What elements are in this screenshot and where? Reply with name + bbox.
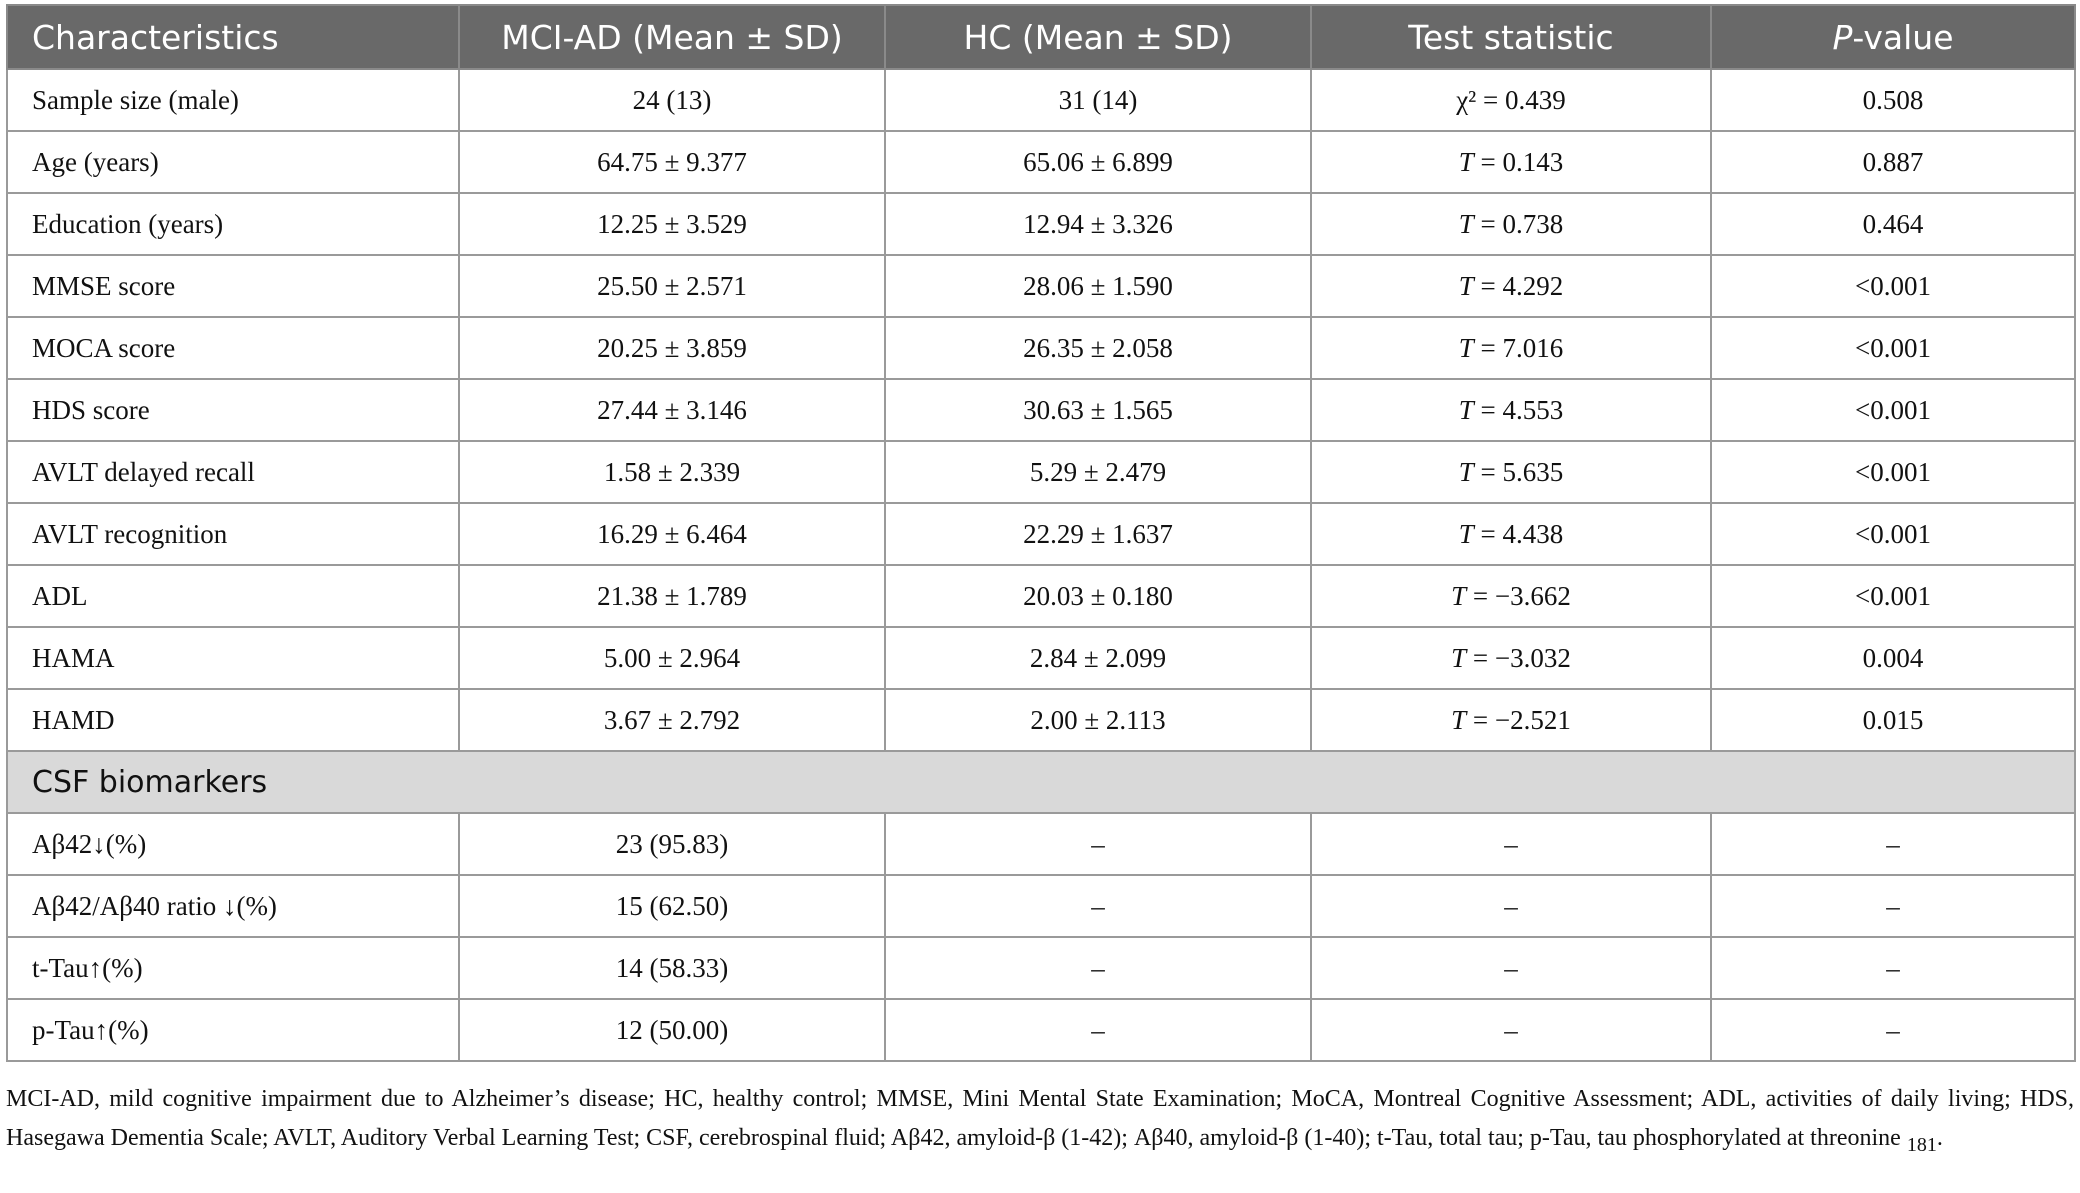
p-value: 0.004	[1711, 627, 2075, 689]
table-row	[7, 813, 2075, 875]
stat-value: = 5.635	[1473, 456, 1564, 487]
p-value: 0.887	[1711, 131, 2075, 193]
test-statistic	[1311, 255, 1711, 317]
stat-prefix: T	[1458, 270, 1474, 301]
hc-value: 30.63 ± 1.565	[885, 379, 1311, 441]
stat-prefix: T	[1451, 642, 1467, 673]
mciad-value: 23 (95.83)	[459, 813, 885, 875]
mciad-value: 12 (50.00)	[459, 999, 885, 1061]
test-statistic	[1311, 503, 1711, 565]
row-label: HAMA	[7, 627, 459, 689]
row-label: ADL	[7, 565, 459, 627]
footnote-text: MCI-AD, mild cognitive impairment due to Alzheimer’s disease; HC, healthy control; MMSE, Mini Mental State Examination; MoCA, Montreal Cognitive Assessment; ADL, activities of daily living; HDS, Hasegawa Dementia Scale; AVLT, Auditory Verbal Learning Test; CSF, cerebrospinal fluid; Aβ42, amyloid-β (1-42); Aβ40, amyloid-β (1-40); t-Tau, total tau; p-Tau, tau phosphorylated at threonine	[6, 1086, 2074, 1151]
p-value: <0.001	[1711, 503, 2075, 565]
mciad-value: 16.29 ± 6.464	[459, 503, 885, 565]
mciad-value: 14 (58.33)	[459, 937, 885, 999]
header-hc: HC (Mean ± SD)	[885, 5, 1311, 69]
header-characteristics: Characteristics	[7, 5, 459, 69]
table-row	[7, 131, 2075, 193]
hc-value: 2.84 ± 2.099	[885, 627, 1311, 689]
stat-value: = 0.439	[1483, 84, 1566, 115]
hc-value: –	[885, 999, 1311, 1061]
hc-value: 12.94 ± 3.326	[885, 193, 1311, 255]
table-row	[7, 875, 2075, 937]
p-value: –	[1711, 937, 2075, 999]
p-value: –	[1711, 875, 2075, 937]
test-statistic: –	[1311, 875, 1711, 937]
hc-value: 5.29 ± 2.479	[885, 441, 1311, 503]
hc-value: –	[885, 875, 1311, 937]
test-statistic	[1311, 317, 1711, 379]
row-label: MOCA score	[7, 317, 459, 379]
table-row	[7, 503, 2075, 565]
row-label: HDS score	[7, 379, 459, 441]
stat-value: = 0.143	[1473, 146, 1564, 177]
p-value: <0.001	[1711, 255, 2075, 317]
mciad-value: 12.25 ± 3.529	[459, 193, 885, 255]
row-label: AVLT recognition	[7, 503, 459, 565]
stat-prefix: T	[1458, 394, 1474, 425]
table-row	[7, 937, 2075, 999]
table-row	[7, 379, 2075, 441]
table-row	[7, 999, 2075, 1061]
characteristics-table	[6, 4, 2076, 1062]
table-footnote	[6, 1080, 2074, 1165]
stat-value: = −2.521	[1466, 704, 1571, 735]
row-label: Aβ42↓(%)	[7, 813, 459, 875]
p-value: 0.464	[1711, 193, 2075, 255]
mciad-value: 25.50 ± 2.571	[459, 255, 885, 317]
hc-value: 65.06 ± 6.899	[885, 131, 1311, 193]
stat-prefix: T	[1458, 146, 1474, 177]
row-label: HAMD	[7, 689, 459, 751]
stat-prefix: χ²	[1456, 84, 1484, 115]
row-label: AVLT delayed recall	[7, 441, 459, 503]
test-statistic	[1311, 193, 1711, 255]
mciad-value: 27.44 ± 3.146	[459, 379, 885, 441]
row-label: Education (years)	[7, 193, 459, 255]
header-mciad: MCI-AD (Mean ± SD)	[459, 5, 885, 69]
header-p-italic: P	[1832, 17, 1853, 57]
section-label: CSF biomarkers	[7, 751, 2075, 813]
stat-value: = 0.738	[1473, 208, 1564, 239]
hc-value: 31 (14)	[885, 69, 1311, 131]
hc-value: 2.00 ± 2.113	[885, 689, 1311, 751]
hc-value: 20.03 ± 0.180	[885, 565, 1311, 627]
test-statistic: –	[1311, 813, 1711, 875]
p-value: 0.015	[1711, 689, 2075, 751]
p-value: –	[1711, 999, 2075, 1061]
mciad-value: 3.67 ± 2.792	[459, 689, 885, 751]
test-statistic: –	[1311, 937, 1711, 999]
mciad-value: 24 (13)	[459, 69, 885, 131]
footnote-subscript: 181	[1906, 1133, 1937, 1156]
test-statistic	[1311, 379, 1711, 441]
stat-prefix: T	[1451, 580, 1467, 611]
stat-value: = 4.292	[1473, 270, 1564, 301]
footnote-end: .	[1936, 1125, 1943, 1151]
table-row	[7, 317, 2075, 379]
stat-value: = 4.438	[1473, 518, 1564, 549]
row-label: t-Tau↑(%)	[7, 937, 459, 999]
row-label: Aβ42/Aβ40 ratio ↓(%)	[7, 875, 459, 937]
mciad-value: 15 (62.50)	[459, 875, 885, 937]
p-value: <0.001	[1711, 317, 2075, 379]
row-label: p-Tau↑(%)	[7, 999, 459, 1061]
p-value: <0.001	[1711, 379, 2075, 441]
mciad-value: 64.75 ± 9.377	[459, 131, 885, 193]
row-label: Age (years)	[7, 131, 459, 193]
stat-value: = 7.016	[1473, 332, 1564, 363]
test-statistic	[1311, 689, 1711, 751]
table-row	[7, 627, 2075, 689]
hc-value: –	[885, 813, 1311, 875]
stat-prefix: T	[1458, 332, 1474, 363]
test-statistic	[1311, 441, 1711, 503]
p-value: <0.001	[1711, 441, 2075, 503]
mciad-value: 21.38 ± 1.789	[459, 565, 885, 627]
row-label: Sample size (male)	[7, 69, 459, 131]
header-row	[7, 5, 2075, 69]
test-statistic	[1311, 131, 1711, 193]
stat-value: = 4.553	[1473, 394, 1564, 425]
stat-prefix: T	[1458, 208, 1474, 239]
table-row	[7, 565, 2075, 627]
hc-value: 26.35 ± 2.058	[885, 317, 1311, 379]
header-p-value	[1711, 5, 2075, 69]
section-row	[7, 751, 2075, 813]
stat-prefix: T	[1458, 518, 1474, 549]
stat-value: = −3.662	[1466, 580, 1571, 611]
test-statistic	[1311, 565, 1711, 627]
stat-prefix: T	[1458, 456, 1474, 487]
test-statistic	[1311, 627, 1711, 689]
table-row	[7, 255, 2075, 317]
mciad-value: 1.58 ± 2.339	[459, 441, 885, 503]
table-row	[7, 689, 2075, 751]
table-container	[6, 4, 2074, 1062]
p-value: –	[1711, 813, 2075, 875]
header-p-rest: -value	[1852, 17, 1954, 57]
test-statistic: –	[1311, 999, 1711, 1061]
table-row	[7, 193, 2075, 255]
stat-prefix: T	[1451, 704, 1467, 735]
header-test-statistic: Test statistic	[1311, 5, 1711, 69]
stat-value: = −3.032	[1466, 642, 1571, 673]
hc-value: 28.06 ± 1.590	[885, 255, 1311, 317]
p-value: <0.001	[1711, 565, 2075, 627]
test-statistic	[1311, 69, 1711, 131]
table-row	[7, 441, 2075, 503]
table-row	[7, 69, 2075, 131]
p-value: 0.508	[1711, 69, 2075, 131]
hc-value: –	[885, 937, 1311, 999]
mciad-value: 5.00 ± 2.964	[459, 627, 885, 689]
row-label: MMSE score	[7, 255, 459, 317]
mciad-value: 20.25 ± 3.859	[459, 317, 885, 379]
hc-value: 22.29 ± 1.637	[885, 503, 1311, 565]
